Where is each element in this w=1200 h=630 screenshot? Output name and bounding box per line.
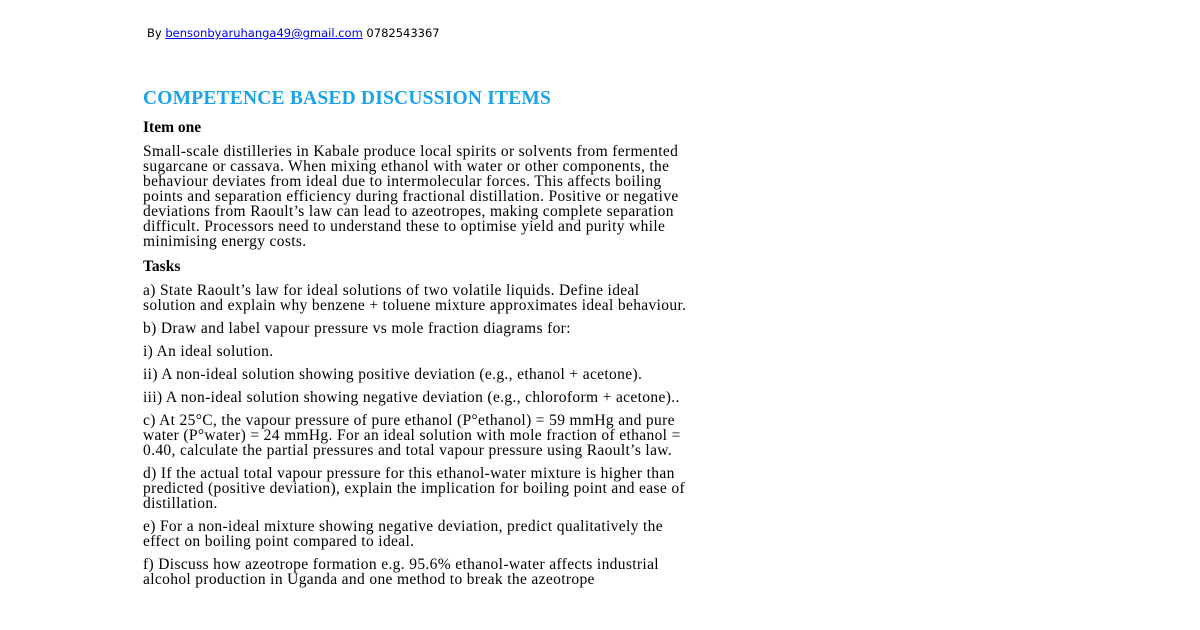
item-heading: Item one [143, 119, 202, 136]
author-prefix: By [147, 26, 166, 40]
task-item [143, 367, 1063, 382]
task-line: c) At 25°C, the vapour pressure of pure ethanol (P°ethanol) = 59 mmHg and pure [143, 412, 675, 429]
task-line: b) Draw and label vapour pressure vs mole fraction diagrams for: [143, 320, 571, 337]
task-line: i) An ideal solution. [143, 343, 274, 360]
task-item [143, 344, 1063, 359]
task-item [143, 283, 1063, 313]
task-line: solution and explain why benzene + toluene mixture approximates ideal behaviour. [143, 297, 687, 314]
task-line: a) State Raoult’s law for ideal solutions of two volatile liquids. Define ideal [143, 282, 640, 299]
intro-line: minimising energy costs. [143, 233, 307, 250]
task-line: predicted (positive deviation), explain the implication for boiling point and ease of [143, 480, 685, 497]
task-item [143, 413, 1063, 458]
task-item [143, 466, 1063, 511]
task-line: 0.40, calculate the partial pressures and total vapour pressure using Raoult’s law. [143, 442, 673, 459]
intro-line: points and separation efficiency during fractional distillation. Positive or negative [143, 188, 679, 205]
intro-line: difficult. Processors need to understand these to optimise yield and purity while [143, 218, 666, 235]
task-line: f) Discuss how azeotrope formation e.g. 95.6% ethanol-water affects industrial [143, 556, 659, 573]
intro-line: deviations from Raoult’s law can lead to azeotropes, making complete separation [143, 203, 674, 220]
intro-line: sugarcane or cassava. When mixing ethanol with water or other components, the [143, 158, 670, 175]
tasks-heading: Tasks [143, 258, 181, 275]
task-item [143, 321, 1063, 336]
intro-paragraph [143, 144, 1063, 249]
task-list [143, 283, 1063, 587]
task-item [143, 557, 1063, 587]
author-contact-line [147, 26, 440, 40]
intro-line: Small-scale distilleries in Kabale produce local spirits or solvents from fermented [143, 143, 679, 160]
author-email-link[interactable]: bensonbyaruhanga49@gmail.com [165, 26, 363, 40]
task-item [143, 390, 1063, 405]
task-item [143, 519, 1063, 549]
task-line: ii) A non-ideal solution showing positive deviation (e.g., ethanol + acetone). [143, 366, 643, 383]
task-line: alcohol production in Uganda and one method to break the azeotrope [143, 571, 595, 588]
task-line: effect on boiling point compared to ideal. [143, 533, 415, 550]
task-line: distillation. [143, 495, 218, 512]
document-body [143, 86, 1063, 595]
task-line: e) For a non-ideal mixture showing negative deviation, predict qualitatively the [143, 518, 663, 535]
document-title: COMPETENCE BASED DISCUSSION ITEMS [143, 88, 552, 109]
task-line: d) If the actual total vapour pressure for this ethanol-water mixture is higher than [143, 465, 675, 482]
intro-line: behaviour deviates from ideal due to intermolecular forces. This affects boiling [143, 173, 662, 190]
author-phone: 0782543367 [362, 26, 440, 40]
task-line: water (P°water) = 24 mmHg. For an ideal solution with mole fraction of ethanol = [143, 427, 681, 444]
task-line: iii) A non-ideal solution showing negative deviation (e.g., chloroform + acetone).. [143, 389, 680, 406]
